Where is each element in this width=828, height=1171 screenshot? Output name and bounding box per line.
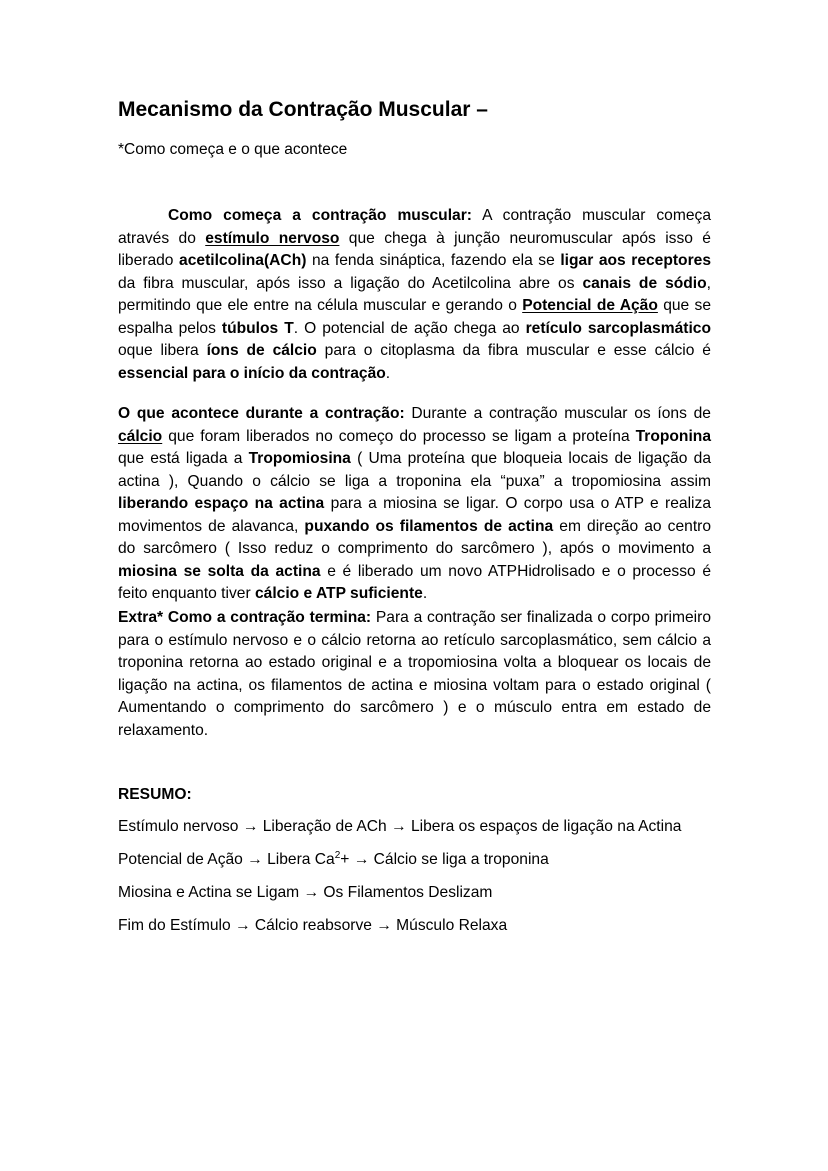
emphasized-text: Troponina [635,427,711,445]
emphasized-text: Extra* Como a contração termina: [118,609,372,626]
text-run: . [385,364,391,382]
text-run: que se espalha pelos [118,297,711,337]
emphasized-text: acetilcolina(ACh) [179,252,307,269]
emphasized-text: cálcio e ATP suficiente [254,585,423,602]
paragraph-durante-contracao [118,403,711,606]
document-subtitle: *Como começa e o que acontece [118,141,348,158]
text-run: A contração muscular começa através do [118,207,711,247]
text-run: que chega à junção neuromuscular após isso é liberado [118,229,711,269]
paragraph-como-termina [118,607,711,742]
emphasized-text: liberando espaço na actina [118,495,325,512]
text-run: , permitindo que ele entre na célula muscular e gerando o [118,274,711,314]
text-run: Fim do Estímulo → Cálcio reabsorve → Músculo Relaxa [118,917,508,934]
text-run: em direção ao centro do sarcômero ( Isso reduz o comprimento do sarcômero ), após o movimento a [118,517,712,557]
resumo-line [118,884,492,902]
emphasized-text: Tropomiosina [248,450,351,467]
text-run: Para a contração ser finalizada o corpo primeiro para o estímulo nervoso e o cálcio retorna ao retículo sarcoplasmático, sem cálcio a troponina retorna ao estado original e a tropomiosina volta a bloquear os locais de ligação na actina, os filamentos de actina e miosina voltam para o estado original ( Aumentando o comprimento do sarcômero ) e o músculo entra em estado de relaxamento. [118,609,711,739]
text-run: + → Cálcio se liga a troponina [340,851,549,868]
text-run: Durante a contração muscular os íons de [404,405,711,422]
text-run: e é liberado um novo ATPHidrolisado e o processo é feito enquanto tiver [118,562,711,602]
text-run: para o citoplasma da fibra muscular e esse cálcio é [316,342,711,359]
emphasized-text: essencial para o início da contração [118,364,386,382]
resumo-heading: RESUMO: [118,786,192,803]
text-run: na fenda sináptica, fazendo ela se [306,252,561,269]
resumo-line [118,851,549,869]
emphasized-text: Potencial de Ação [522,297,658,314]
document-title: Mecanismo da Contração Muscular – [118,98,488,121]
emphasized-text: ligar aos receptores [560,252,711,269]
resumo-line [118,917,507,935]
text-run: . [422,585,428,602]
text-run: oque libera [118,342,207,359]
paragraph-como-comeca [118,205,711,385]
text-run: Miosina e Actina se Ligam → Os Filamentos Deslizam [118,884,493,901]
emphasized-text: Como começa a contração muscular: [168,207,472,224]
resumo-line [118,818,681,836]
text-run: ( Uma proteína que bloqueia locais de ligação da actina ), Quando o cálcio se liga a troponina ela “puxa” a tropomiosina assim [118,450,711,490]
emphasized-text: puxando os filamentos de actina [304,517,554,535]
text-run: para a miosina se ligar. O corpo usa o ATP e realiza movimentos de alavanca, [118,495,711,535]
text-run: da fibra muscular, após isso a ligação do Acetilcolina abre os [118,274,583,292]
text-run: Potencial de Ação → Libera Ca [118,851,335,868]
emphasized-text: canais de sódio [582,274,707,292]
text-run: 2 [334,850,341,861]
emphasized-text: O que acontece durante a contração: [118,405,405,422]
emphasized-text: miosina se solta da actina [118,562,321,580]
text-run: . O potencial de ação chega ao [293,319,526,337]
text-run: que foram liberados no começo do processo se ligam a proteína [162,427,636,445]
emphasized-text: retículo sarcoplasmático [525,319,711,337]
emphasized-text: túbulos T [221,319,294,337]
text-run: Estímulo nervoso → Liberação de ACh → Libera os espaços de ligação na Actina [118,818,682,835]
text-run: que está ligada a [118,450,249,467]
emphasized-text: cálcio [118,427,163,445]
emphasized-text: estímulo nervoso [205,229,340,247]
emphasized-text: íons de cálcio [206,342,317,359]
